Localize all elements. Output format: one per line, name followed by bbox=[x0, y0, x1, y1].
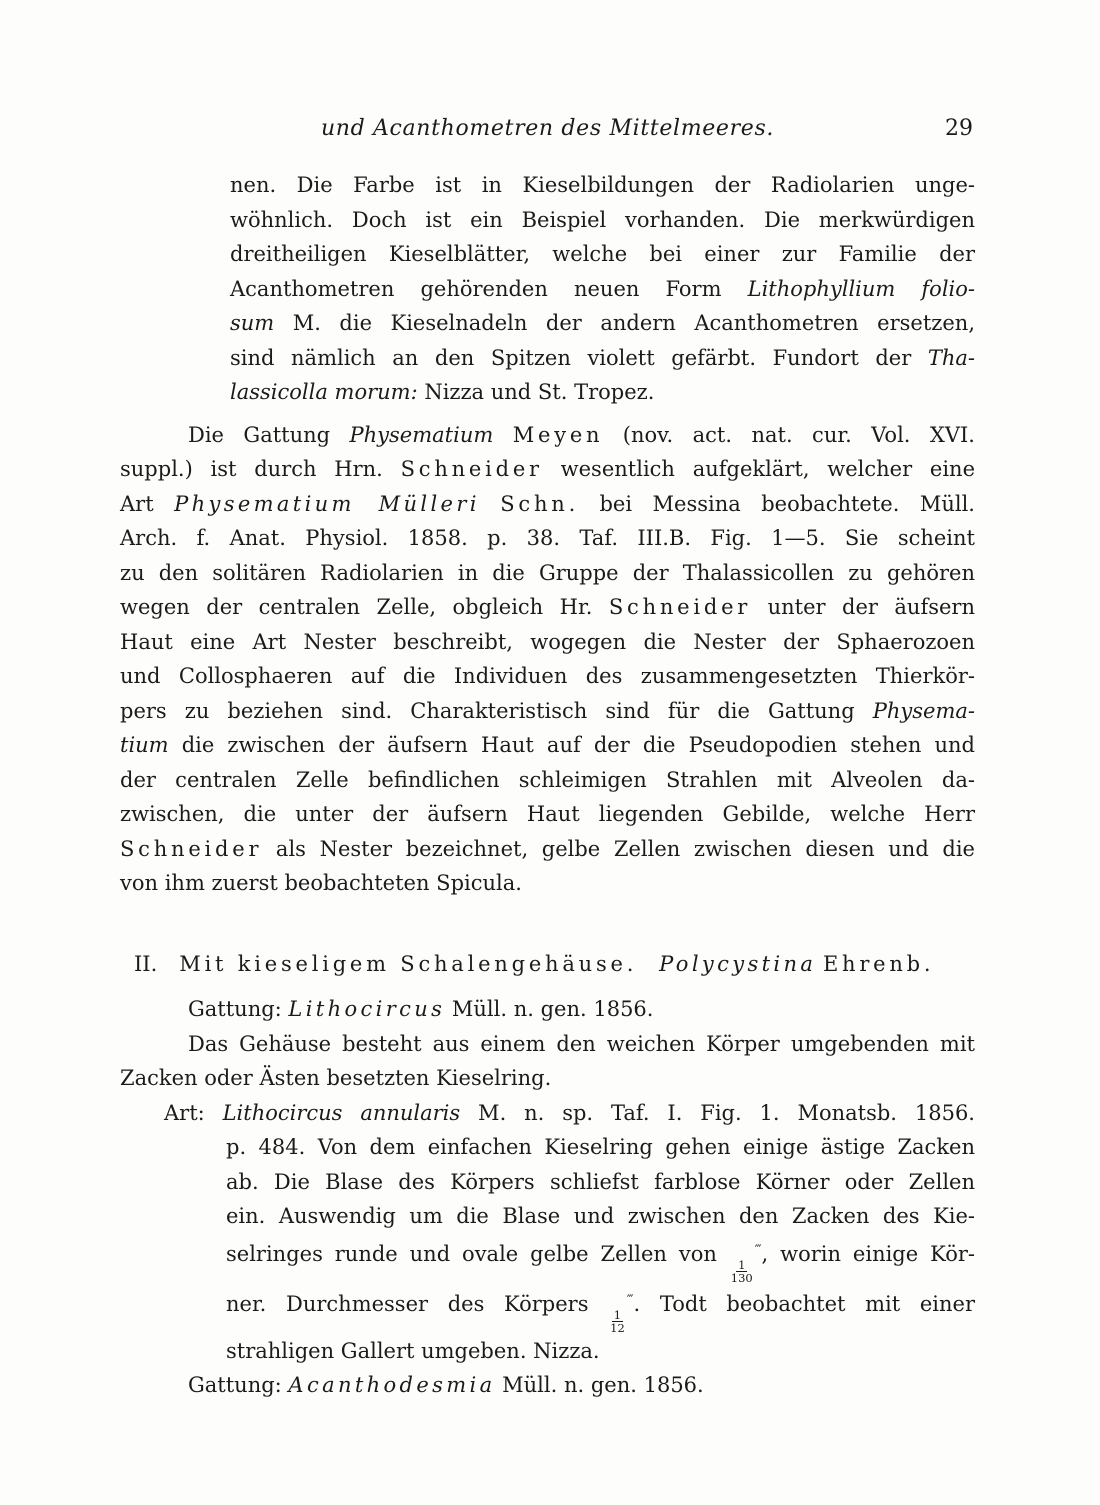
text-segment: , worin einige Kör- bbox=[761, 1241, 975, 1266]
text-segment: lassicolla morum: bbox=[230, 380, 418, 404]
text-segment: pers zu beziehen sind. Charakteristisch sind für die Gattung bbox=[120, 698, 873, 723]
text-segment: Das Gehäuse besteht aus einem den weichen Körper umgebenden mit bbox=[188, 1031, 975, 1056]
text-line bbox=[230, 237, 975, 272]
text-segment: Physema- bbox=[872, 698, 975, 723]
text-segment: ner. Durchmesser des Körpers bbox=[226, 1291, 609, 1316]
text-segment: Schneider bbox=[608, 595, 752, 619]
text-segment: tium bbox=[120, 733, 169, 757]
text-line bbox=[230, 341, 975, 376]
text-segment: Müll. n. gen. 1856. bbox=[445, 997, 654, 1021]
text-segment: von ihm zuerst beobachteten Spicula. bbox=[120, 871, 522, 895]
text-line bbox=[120, 992, 975, 1027]
text-segment: Die Gattung bbox=[188, 422, 350, 447]
text-segment: strahligen Gallert umgeben. Nizza. bbox=[226, 1338, 600, 1363]
text-line bbox=[120, 728, 975, 763]
text-segment: ab. Die Blase des Körpers schliefst farblose Körner oder Zellen bbox=[226, 1169, 975, 1194]
prime-mark: ‴ bbox=[626, 1292, 633, 1308]
text-segment bbox=[493, 423, 512, 447]
section-heading bbox=[120, 947, 975, 982]
text-segment: Lithocircus bbox=[288, 997, 446, 1021]
text-line bbox=[226, 1284, 975, 1334]
text-segment: M. n. sp. Taf. I. Fig. 1. Monatsb. 1856. bbox=[460, 1100, 975, 1125]
text-segment: zu den solitären Radiolarien in die Gruppe der Thalassicollen zu gehören bbox=[120, 560, 975, 585]
text-segment: als Nester bezeichnet, gelbe Zellen zwischen diesen und die bbox=[262, 836, 975, 861]
text-segment: Physematium bbox=[349, 422, 494, 447]
text-line bbox=[134, 947, 975, 982]
text-segment: selringes runde und ovale gelbe Zellen von bbox=[226, 1241, 729, 1266]
text-line bbox=[120, 797, 975, 832]
page-header bbox=[120, 116, 975, 150]
text-line bbox=[120, 659, 975, 694]
text-line bbox=[230, 203, 975, 238]
fraction: $\frac{1}{130}$ bbox=[730, 1257, 753, 1285]
text-line bbox=[230, 375, 975, 410]
quote-paragraph bbox=[230, 168, 975, 410]
text-line bbox=[226, 1234, 975, 1284]
running-title: und Acanthometren des Mittelmeeres. bbox=[320, 116, 775, 141]
text-line bbox=[120, 866, 975, 901]
text-line bbox=[120, 521, 975, 556]
text-line bbox=[120, 763, 975, 798]
text-line bbox=[120, 556, 975, 591]
text-line bbox=[120, 1061, 975, 1096]
text-segment: Schneider bbox=[400, 457, 543, 481]
text-line bbox=[120, 625, 975, 660]
text-segment: die zwischen der äufsern Haut auf der die Pseudopodien stehen und bbox=[168, 733, 975, 757]
text-segment: p. 484. Von dem einfachen Kieselring gehen einige ästige Zacken bbox=[226, 1135, 975, 1159]
fraction: $\frac{1}{12}$ bbox=[610, 1307, 625, 1335]
text-line bbox=[230, 272, 975, 307]
page-number: 29 bbox=[945, 116, 973, 141]
species-paragraph bbox=[120, 1096, 975, 1369]
text-segment: Art: bbox=[164, 1100, 223, 1125]
text-segment: Haut eine Art Nester beschreibt, wogegen die Nester der Sphaerozoen bbox=[120, 629, 975, 654]
text-segment: Art bbox=[120, 491, 175, 516]
text-segment: wesentlich aufgeklärt, welcher eine bbox=[542, 457, 976, 481]
text-segment: Lithophyllium folio- bbox=[747, 276, 975, 301]
text-line bbox=[164, 1096, 975, 1131]
text-line bbox=[226, 1130, 975, 1165]
text-segment: Lithocircus annularis bbox=[222, 1100, 461, 1125]
text-segment: Meyen bbox=[512, 422, 604, 447]
prime-mark: ‴ bbox=[754, 1242, 761, 1258]
text-segment: sind nämlich an den Spitzen violett gefärbt. Fundort der bbox=[230, 345, 928, 370]
text-segment: wöhnlich. Doch ist ein Beispiel vorhanden. Die merkwürdigen bbox=[230, 207, 975, 232]
text-segment: Arch. f. Anat. Physiol. 1858. p. 38. Taf. III.B. Fig. 1—5. Sie scheint bbox=[120, 526, 975, 550]
text-line bbox=[120, 694, 975, 729]
text-line bbox=[120, 590, 975, 625]
genus-line-lithocircus bbox=[120, 992, 975, 1027]
text-line bbox=[120, 452, 975, 487]
text-segment: bei Messina beobachtete. Müll. bbox=[579, 491, 975, 516]
text-segment: Schneider bbox=[120, 836, 263, 861]
text-segment bbox=[480, 492, 500, 516]
text-body bbox=[120, 168, 975, 1403]
text-segment: Nizza und St. Tropez. bbox=[417, 380, 655, 404]
text-segment: (nov. act. nat. cur. Vol. XVI. bbox=[603, 422, 975, 447]
text-line bbox=[120, 418, 975, 453]
text-line bbox=[120, 1368, 975, 1403]
text-line bbox=[230, 306, 975, 341]
text-segment: Physematium Mülleri bbox=[174, 491, 480, 516]
text-line bbox=[226, 1165, 975, 1200]
text-segment: Ehrenb. bbox=[822, 951, 935, 976]
text-segment: suppl.) ist durch Hrn. bbox=[120, 457, 401, 481]
text-segment: II. bbox=[134, 951, 158, 976]
genus-line-acanthodesmia bbox=[120, 1368, 975, 1403]
text-segment: Acanthometren gehörenden neuen Form bbox=[230, 276, 748, 301]
main-paragraph bbox=[120, 418, 975, 901]
text-line bbox=[120, 832, 975, 867]
genus-description bbox=[120, 1027, 975, 1096]
text-line bbox=[226, 1199, 975, 1234]
text-segment: Zacken oder Ästen besetzten Kieselring. bbox=[120, 1066, 552, 1090]
text-line bbox=[120, 487, 975, 522]
text-segment: nen. Die Farbe ist in Kieselbildungen der Radiolarien unge- bbox=[230, 173, 975, 197]
text-segment: ein. Auswendig um die Blase und zwischen den Zacken des Kie- bbox=[226, 1204, 975, 1228]
text-segment: sum bbox=[230, 311, 275, 335]
text-segment: Gattung: bbox=[188, 997, 289, 1021]
text-segment: unter der äufsern bbox=[751, 595, 975, 619]
text-line bbox=[226, 1334, 975, 1369]
text-segment: Polycystina bbox=[659, 951, 817, 976]
text-line bbox=[120, 1027, 975, 1062]
text-segment bbox=[816, 952, 823, 976]
text-segment: . Todt beobachtet mit einer bbox=[633, 1291, 975, 1316]
text-segment: der centralen Zelle befindlichen schleimigen Strahlen mit Alveolen da- bbox=[120, 767, 975, 792]
text-segment: Müll. n. gen. 1856. bbox=[495, 1373, 704, 1398]
text-line bbox=[230, 168, 975, 203]
text-segment: dreitheiligen Kieselblätter, welche bei einer zur Familie der bbox=[230, 242, 975, 266]
text-segment: zwischen, die unter der äufsern Haut liegenden Gebilde, welche Herr bbox=[120, 802, 975, 826]
text-segment: M. die Kieselnadeln der andern Acanthometren ersetzen, bbox=[274, 311, 975, 335]
text-segment: Schn. bbox=[500, 491, 580, 516]
text-segment: wegen der centralen Zelle, obgleich Hr. bbox=[120, 595, 609, 619]
text-segment: Acanthodesmia bbox=[288, 1373, 496, 1398]
text-segment: Mit kieseligem Schalengehäuse. bbox=[179, 951, 638, 976]
text-segment: Gattung: bbox=[188, 1373, 289, 1398]
text-segment: und Collosphaeren auf die Individuen des zusammengesetzten Thierkör- bbox=[120, 664, 975, 688]
text-segment: Tha- bbox=[927, 345, 975, 370]
